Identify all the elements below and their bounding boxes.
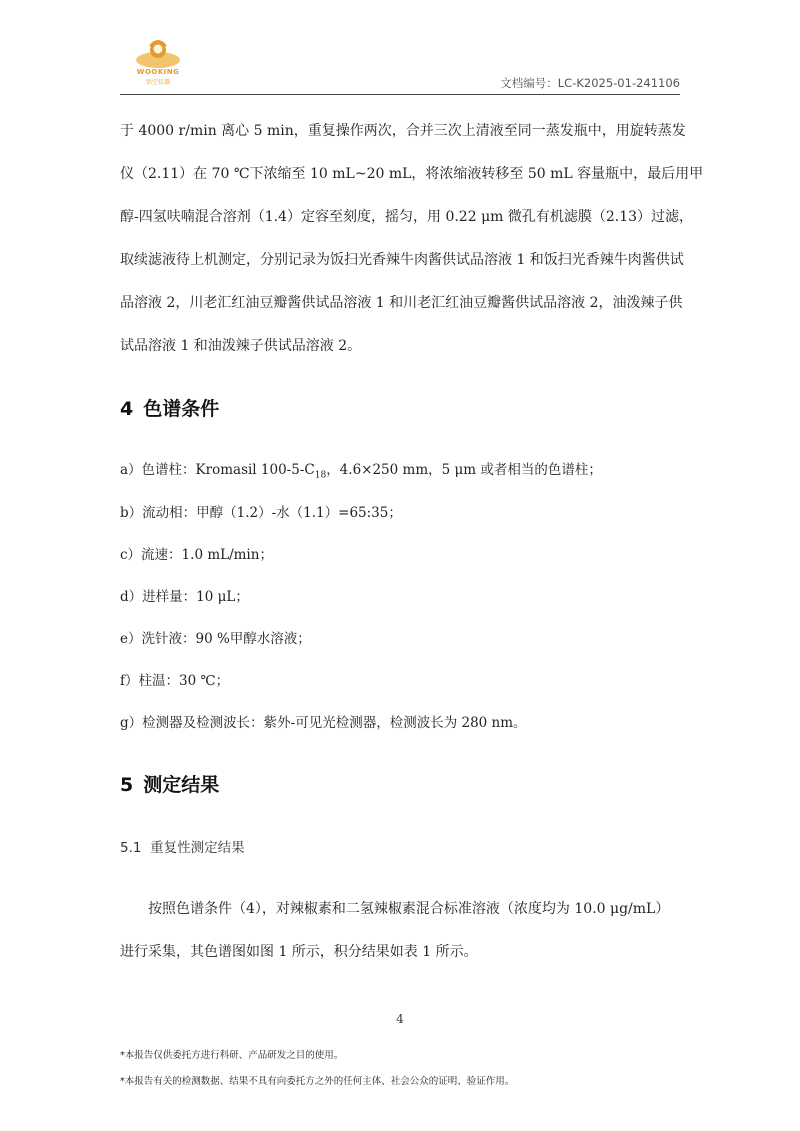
paragraph-line: 进行采集，其色谱图如图 1 所示，积分结果如表 1 所示。: [120, 944, 478, 960]
paragraph-line: 品溶液 2，川老汇红油豆瓣酱供试品溶液 1 和川老汇红油豆瓣酱供试品溶液 2，油泼辣子供: [120, 295, 683, 311]
paragraph-line: 取续滤液待上机测定，分别记录为饭扫光香辣牛肉酱供试品溶液 1 和饭扫光香辣牛肉酱供试: [120, 252, 684, 268]
condition-text: f）柱温：30 ℃；: [120, 673, 230, 689]
paragraph-line: 仪（2.11）在 70 ℃下浓缩至 10 mL~20 mL，将浓缩液转移至 50 mL 容量瓶中，最后用甲: [120, 166, 704, 182]
condition-item: [120, 585, 249, 605]
subsection-number: 5.1: [120, 840, 142, 856]
condition-text: b）流动相：甲醇（1.2）-水（1.1）=65:35；: [120, 505, 402, 521]
subsection-title: 重复性测定结果: [150, 840, 245, 856]
condition-item: [120, 627, 311, 647]
intro-paragraph: [120, 110, 704, 368]
logo-wordmark: WOOKING: [136, 68, 180, 76]
condition-text: e）洗针液：90 %甲醇水溶液；: [120, 631, 311, 647]
condition-text: a）色谱柱：Kromasil 100-5-C: [120, 462, 315, 478]
logo-subtitle: 悟空仪器: [145, 79, 170, 86]
paragraph-line: 于 4000 r/min 离心 5 min，重复操作两次，合并三次上清液至同一蒸发瓶中，用旋转蒸发: [120, 123, 686, 139]
condition-text: d）进样量：10 μL；: [120, 589, 249, 605]
section-number: 5: [120, 774, 134, 796]
footnote: *本报告仅供委托方进行科研、产品研发之目的使用。: [120, 1050, 344, 1061]
section-number: 4: [120, 398, 134, 420]
section-title: 测定结果: [143, 774, 220, 796]
condition-item: [120, 501, 402, 521]
paragraph-line: 按照色谱条件（4），对辣椒素和二氢辣椒素混合标准溶液（浓度均为 10.0 μg/mL）: [148, 901, 670, 917]
condition-item: [120, 543, 273, 563]
condition-item: [120, 669, 229, 689]
condition-text: c）流速：1.0 mL/min；: [120, 547, 273, 563]
condition-item: [120, 458, 602, 481]
subsection-heading: [120, 836, 245, 856]
results-paragraph: [120, 888, 685, 974]
page-number: 4: [396, 1012, 404, 1026]
section-title: 色谱条件: [143, 398, 220, 420]
subscript: 18: [314, 470, 327, 481]
paragraph-line: 试品溶液 1 和油泼辣子供试品溶液 2。: [120, 338, 362, 354]
condition-item: [120, 711, 527, 731]
header-divider: [120, 94, 680, 95]
section-heading: [120, 770, 219, 797]
paragraph-line: 醇-四氢呋喃混合溶剂（1.4）定容至刻度，摇匀，用 0.22 μm 微孔有机滤膜（2.13）过滤，: [120, 209, 694, 225]
section-heading: [120, 394, 219, 421]
footnote: *本报告有关的检测数据、结果不具有向委托方之外的任何主体、社会公众的证明、验证作用。: [120, 1076, 515, 1087]
document-number: 文档编号：LC-K2025-01-241106: [500, 76, 680, 90]
condition-text: g）检测器及检测波长：紫外-可见光检测器，检测波长为 280 nm。: [120, 715, 527, 731]
condition-text: ，4.6×250 mm，5 μm 或者相当的色谱柱；: [326, 462, 602, 478]
